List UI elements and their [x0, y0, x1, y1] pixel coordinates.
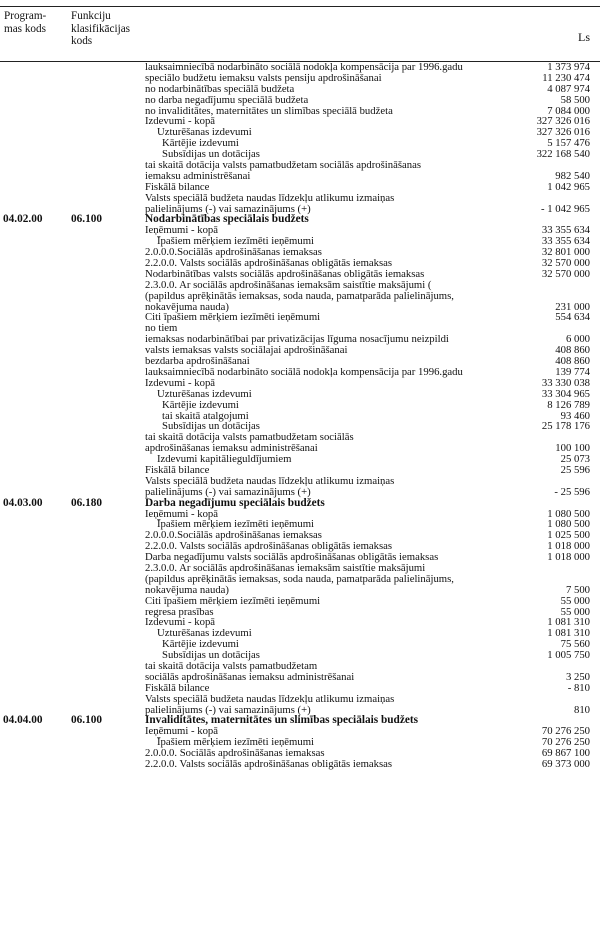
table-row — [0, 454, 600, 465]
row-label: tai skaitā dotācija valsts pamatbudžetam — [145, 659, 318, 672]
column-header-program-code — [4, 10, 46, 35]
function-code: 06.180 — [71, 496, 103, 509]
row-label: tai skaitā dotācija valsts pamatbudžetam sociālās apdrošināšanas — [145, 159, 422, 172]
row-label: Darba negadījumu valsts sociālās apdrošināšanas obligātās iemaksas — [145, 551, 439, 564]
table-row — [0, 574, 600, 585]
row-label: tai skaitā dotācija valsts pamatbudžetam sociālās — [145, 431, 354, 444]
row-label: no nodarbinātības speciālā budžeta — [145, 82, 295, 95]
row-label: Fiskālā bilance — [145, 180, 210, 193]
table-row — [0, 345, 600, 356]
row-label: no darba negadījumu speciālā budžeta — [145, 93, 309, 106]
section-heading-row — [0, 715, 600, 726]
row-label: bezdarba apdrošināšanai — [145, 355, 250, 368]
row-label: Valsts speciālā budžeta naudas līdzekļu atlikumu izmaiņas — [145, 191, 395, 204]
row-amount: 1 018 000 — [547, 551, 590, 564]
top-rule — [0, 6, 600, 7]
row-label: 2.3.0.0. Ar sociālās apdrošināšanas iemaksām saistītie maksājumi ( — [145, 278, 432, 291]
row-amount: 33 330 038 — [541, 376, 590, 389]
table-header — [0, 0, 600, 62]
row-label: palielinājums (-) vai samazinājums (+) — [145, 703, 311, 716]
table-row — [0, 367, 600, 378]
row-label: (papildus aprēķinātās iemaksas, soda nauda, pamatparāda palielinājums, — [145, 572, 454, 585]
header-text: Program- — [4, 10, 47, 22]
table-row — [0, 160, 600, 171]
row-amount: 100 100 — [555, 442, 590, 455]
table-row — [0, 193, 600, 204]
row-label: sociālās apdrošināšanas iemaksu administrēšanai — [145, 670, 355, 683]
row-amount: 7 084 000 — [547, 104, 590, 117]
row-amount: 25 178 176 — [541, 420, 590, 433]
row-label: Darba negadījumu speciālais budžets — [145, 496, 325, 509]
row-label: Citi īpašiem mērķiem iezīmēti ieņēmumi — [145, 311, 321, 324]
row-amount: 93 460 — [560, 409, 590, 422]
column-header-function-code — [71, 10, 130, 48]
row-amount: 25 073 — [560, 453, 590, 466]
row-amount: 139 774 — [555, 365, 590, 378]
function-code: 06.100 — [71, 714, 103, 727]
table-row — [0, 694, 600, 705]
table-row — [0, 411, 600, 422]
row-amount: 70 276 250 — [541, 725, 590, 738]
program-code: 04.03.00 — [3, 496, 43, 509]
row-amount: 1 081 310 — [547, 627, 590, 640]
row-label: regresa prasības — [145, 605, 214, 618]
row-amount: 33 355 634 — [541, 235, 590, 248]
table-row — [0, 617, 600, 628]
row-label: Īpašiem mērķiem iezīmēti ieņēmumi — [157, 736, 314, 749]
row-amount: 1 005 750 — [547, 649, 590, 662]
row-label: 2.2.0.0. Valsts sociālās apdrošināšanas obligātās iemaksas — [145, 758, 393, 770]
header-text: mas kods — [4, 22, 46, 35]
row-label: palielinājums (-) vai samazinājums (+) — [145, 202, 311, 215]
row-label: apdrošināšanas iemaksu administrēšanai — [145, 442, 318, 455]
table-row — [0, 487, 600, 498]
row-label: Kārtējie izdevumi — [162, 137, 239, 150]
row-label: 2.3.0.0. Ar sociālās apdrošināšanas iemaksām saistītie maksājumi — [145, 561, 426, 574]
table-row — [0, 672, 600, 683]
row-label: tai skaitā atalgojumi — [162, 409, 249, 422]
row-amount: 231 000 — [555, 300, 590, 313]
row-label: Valsts speciālā budžeta naudas līdzekļu atlikumu izmaiņas — [145, 692, 395, 705]
row-amount: 5 157 476 — [547, 137, 590, 150]
row-label: Īpašiem mērķiem iezīmēti ieņēmumi — [157, 235, 314, 248]
row-amount: 1 080 500 — [547, 507, 590, 520]
row-label: 2.2.0.0. Valsts sociālās apdrošināšanas obligātās iemaksas — [145, 540, 393, 553]
row-label: palielinājums (-) vai samazinājums (+) — [145, 485, 311, 498]
row-label: Ieņēmumi - kopā — [145, 224, 219, 237]
row-label: no tiem — [145, 322, 178, 335]
row-amount: 33 304 965 — [541, 387, 590, 400]
row-label: Izdevumi - kopā — [145, 115, 216, 128]
budget-table-body — [0, 62, 600, 770]
table-row — [0, 607, 600, 618]
row-amount: 4 087 974 — [547, 82, 590, 95]
row-amount: 1 018 000 — [547, 540, 590, 553]
table-row — [0, 95, 600, 106]
row-label: Kārtējie izdevumi — [162, 638, 239, 651]
table-row — [0, 73, 600, 84]
row-amount: 810 — [573, 703, 590, 716]
program-code: 04.02.00 — [3, 213, 43, 226]
table-row — [0, 291, 600, 302]
row-amount: 1 042 965 — [547, 180, 590, 193]
table-row — [0, 400, 600, 411]
row-amount: 554 634 — [555, 311, 590, 324]
row-amount: 1 373 974 — [547, 61, 590, 73]
row-label: Uzturēšanas izdevumi — [157, 627, 252, 640]
row-amount: 322 168 540 — [536, 148, 590, 161]
function-code: 06.100 — [71, 213, 103, 226]
row-label: Nodarbinātības valsts sociālās apdrošināšanas obligātās iemaksas — [145, 267, 425, 280]
program-code: 04.04.00 — [3, 714, 43, 727]
table-row — [0, 116, 600, 127]
row-amount: 69 867 100 — [541, 747, 590, 760]
section-heading-row — [0, 498, 600, 509]
row-label: Subsīdijas un dotācijas — [162, 649, 260, 662]
row-amount: 70 276 250 — [541, 736, 590, 749]
row-amount: 408 860 — [555, 344, 590, 357]
section-heading-row — [0, 214, 600, 225]
row-amount: - 25 596 — [554, 485, 590, 498]
header-text: klasifikācijas — [71, 22, 131, 35]
table-row — [0, 596, 600, 607]
row-label: Ieņēmumi - kopā — [145, 725, 219, 738]
table-row — [0, 171, 600, 182]
row-label: (papildus aprēķinātās iemaksas, soda nauda, pamatparāda palielinājums, — [145, 289, 454, 302]
row-label: 2.0.0.0. Sociālās apdrošināšanas iemaksas — [145, 747, 325, 760]
table-row — [0, 389, 600, 400]
table-row — [0, 443, 600, 454]
table-row — [0, 628, 600, 639]
row-amount: 8 126 789 — [547, 398, 590, 411]
row-amount: 32 570 000 — [541, 257, 590, 270]
column-header-currency: Ls — [578, 30, 590, 44]
row-label: speciālo budžetu iemaksu valsts pensiju apdrošināšanai — [145, 71, 382, 84]
row-amount: - 810 — [567, 681, 590, 694]
header-text: kods — [71, 35, 93, 47]
row-amount: 408 860 — [555, 355, 590, 368]
row-label: 2.0.0.0.Sociālās apdrošināšanas iemaksas — [145, 529, 322, 542]
row-label: iemaksas nodarbinātībai par privatizācijas līguma nosacījumu neizpildi — [145, 333, 449, 346]
table-row — [0, 106, 600, 117]
row-label: Invaliditātes, maternitātes un slimības speciālais budžets — [145, 714, 419, 727]
row-amount: 75 560 — [560, 638, 590, 651]
row-label: Citi īpašiem mērķiem iezīmēti ieņēmumi — [145, 594, 321, 607]
row-label: Izdevumi kapitālieguldījumiem — [157, 453, 292, 466]
row-amount: 32 570 000 — [541, 267, 590, 280]
row-label: Uzturēšanas izdevumi — [157, 387, 252, 400]
row-label: Valsts speciālā budžeta naudas līdzekļu atlikumu izmaiņas — [145, 474, 395, 487]
row-label: Uzturēšanas izdevumi — [157, 126, 252, 139]
row-amount: 1 025 500 — [547, 529, 590, 542]
row-amount: 25 596 — [560, 463, 590, 476]
row-amount: 3 250 — [565, 670, 590, 683]
row-amount: 55 000 — [560, 594, 590, 607]
row-label: Subsīdijas un dotācijas — [162, 420, 260, 433]
row-label: Kārtējie izdevumi — [162, 398, 239, 411]
row-amount: 1 080 500 — [547, 518, 590, 531]
row-label: 2.0.0.0.Sociālās apdrošināšanas iemaksas — [145, 246, 322, 259]
row-amount: 1 081 310 — [547, 616, 590, 629]
row-label: Fiskālā bilance — [145, 681, 210, 694]
row-amount: - 1 042 965 — [541, 202, 590, 215]
row-label: Nodarbinātības speciālais budžets — [145, 213, 309, 226]
row-label: lauksaimniecībā nodarbināto sociālā nodokļa kompensācija par 1996.gadu — [145, 61, 463, 73]
row-amount: 7 500 — [565, 583, 590, 596]
row-label: nokavējuma nauda) — [145, 583, 229, 596]
table-row — [0, 312, 600, 323]
row-amount: 982 540 — [555, 169, 590, 182]
row-label: Izdevumi - kopā — [145, 376, 216, 389]
table-row — [0, 639, 600, 650]
row-label: valsts iemaksas valsts sociālajai apdrošināšanai — [145, 344, 348, 357]
table-row — [0, 585, 600, 596]
table-row — [0, 127, 600, 138]
row-amount: 327 326 016 — [536, 126, 590, 139]
table-row — [0, 378, 600, 389]
row-amount: 327 326 016 — [536, 115, 590, 128]
row-amount: 32 801 000 — [541, 246, 590, 259]
row-label: nokavējuma nauda) — [145, 300, 229, 313]
row-label: Subsīdijas un dotācijas — [162, 148, 260, 161]
row-amount: 6 000 — [565, 333, 590, 346]
row-label: 2.2.0.0. Valsts sociālās apdrošināšanas obligātās iemaksas — [145, 257, 393, 270]
row-label: Izdevumi - kopā — [145, 616, 216, 629]
table-row — [0, 138, 600, 149]
row-amount: 69 373 000 — [541, 758, 590, 770]
row-label: Īpašiem mērķiem iezīmēti ieņēmumi — [157, 518, 314, 531]
row-label: Fiskālā bilance — [145, 463, 210, 476]
row-amount: 55 000 — [560, 605, 590, 618]
row-amount: 11 230 474 — [542, 71, 590, 84]
header-text: Funkciju — [71, 10, 111, 22]
table-row — [0, 759, 600, 770]
row-label: Ieņēmumi - kopā — [145, 507, 219, 520]
row-amount: 58 500 — [560, 93, 590, 106]
row-label: lauksaimniecībā nodarbināto sociālā nodokļa kompensācija par 1996.gadu — [145, 365, 463, 378]
row-label: no invaliditātes, maternitātes un slimības speciālā budžeta — [145, 104, 393, 117]
row-amount: 33 355 634 — [541, 224, 590, 237]
row-label: iemaksu administrēšanai — [145, 169, 251, 182]
